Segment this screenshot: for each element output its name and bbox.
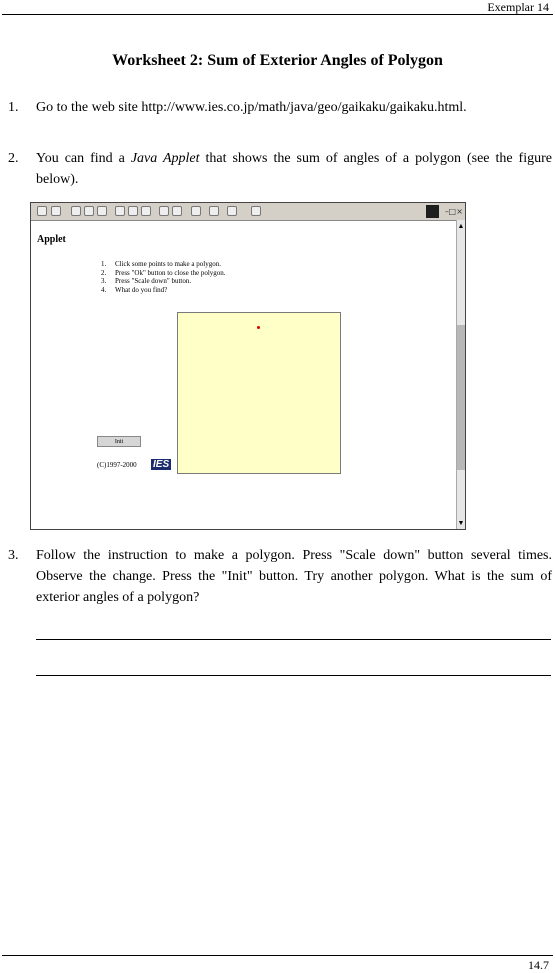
minimize-icon: – — [445, 207, 449, 216]
step-text: Follow the instruction to make a polygon. Press "Scale down" button several times. Observe the change. Press the "Init" button. Try another polygon. What is the sum of exterior angles of a polygon? — [36, 548, 552, 605]
messenger-icon — [227, 206, 237, 216]
instruction-item: 4. What do you find? — [101, 286, 168, 295]
search-icon — [115, 206, 125, 216]
discuss-icon — [209, 206, 219, 216]
instruction-item: 2. Press "Ok" button to close the polygon. — [101, 268, 226, 277]
applet-instructions — [101, 260, 226, 295]
answer-line — [36, 675, 551, 676]
scroll-up-icon: ▲ — [457, 222, 465, 230]
mail-icon — [159, 206, 169, 216]
step-number: 1. — [8, 100, 19, 115]
header-rule — [2, 14, 553, 15]
step-3 — [8, 545, 552, 608]
step-text: Go to the web site http://www.ies.co.jp/math/java/geo/gaikaku/gaikaku.html. — [36, 100, 467, 115]
tools-icon — [251, 206, 261, 216]
ies-logo: IES — [153, 459, 170, 470]
instruction-item: 3. Press "Scale down" button. — [101, 277, 192, 286]
step-1 — [8, 97, 552, 118]
step-text-after: that shows the sum of angles of a polygon (see the figure below). — [36, 151, 552, 187]
step-number: 3. — [8, 548, 19, 563]
close-icon: × — [456, 207, 463, 216]
step-2 — [8, 148, 552, 190]
scrollbar — [456, 220, 465, 529]
browser-toolbar — [31, 203, 465, 221]
step-text — [36, 148, 552, 190]
instruction-item: 1. Click some points to make a polygon. — [101, 260, 221, 268]
print-icon — [172, 206, 182, 216]
applet-copyright: (C)1997-2000 — [97, 461, 137, 469]
applet-screenshot-figure — [30, 202, 466, 530]
worksheet-title: Worksheet 2: Sum of Exterior Angles of Polygon — [112, 52, 443, 69]
favorites-icon — [128, 206, 138, 216]
refresh-icon — [84, 206, 94, 216]
scroll-down-icon: ▼ — [457, 519, 465, 527]
stop-icon — [71, 206, 81, 216]
answer-line — [36, 639, 551, 640]
java-applet-emphasis: Java Applet — [130, 151, 200, 166]
back-icon — [37, 206, 47, 216]
history-icon — [141, 206, 151, 216]
footer-rule — [2, 955, 553, 956]
browser-logo-icon — [426, 205, 439, 218]
polygon-point — [257, 326, 260, 329]
header-label: Exemplar 14 — [487, 0, 549, 14]
edit-icon — [191, 206, 201, 216]
home-icon — [97, 206, 107, 216]
step-number: 2. — [8, 151, 19, 166]
init-button: Init — [97, 436, 141, 447]
scrollbar-thumb — [457, 325, 465, 470]
applet-drawing-canvas — [177, 312, 341, 474]
step-text-before: You can find a — [36, 151, 131, 166]
forward-icon — [51, 206, 61, 216]
page-number: 14.7 — [528, 958, 549, 972]
applet-title: Applet — [37, 234, 66, 245]
maximize-icon: □ — [448, 207, 456, 216]
